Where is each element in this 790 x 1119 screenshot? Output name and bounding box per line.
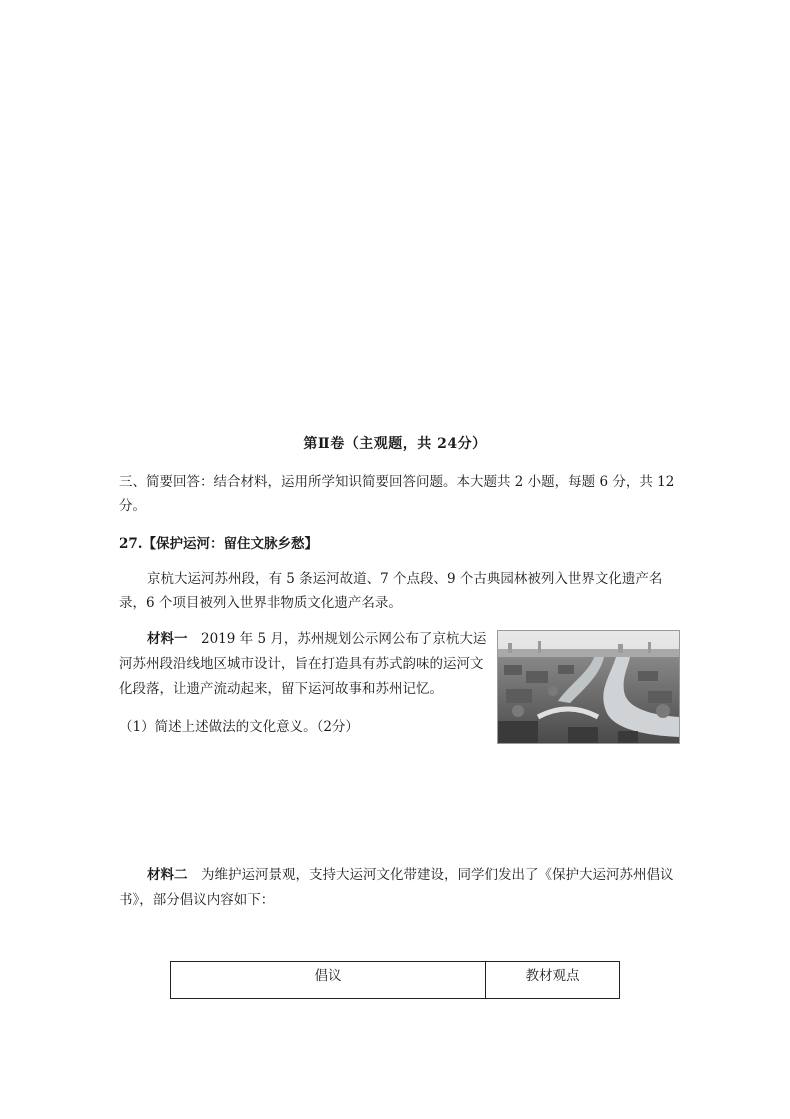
proposal-table bbox=[170, 961, 620, 999]
material-two-label: 材料二 bbox=[147, 867, 188, 883]
question-header: 27.【保护运河：留住文脉乡愁】 bbox=[119, 536, 318, 552]
material-one-paragraph bbox=[119, 627, 491, 702]
sub-question-1: （1）简述上述做法的文化意义。（2分） bbox=[119, 719, 359, 735]
context-paragraph: 京杭大运河苏州段，有 5 条运河故道、7 个点段、9 个古典园林被列入世界文化遗产名录，6 个项目被列入世界非物质文化遗产名录。 bbox=[119, 571, 663, 611]
material-two-paragraph bbox=[119, 863, 679, 913]
material-one-label: 材料一 bbox=[147, 631, 188, 647]
material-one-text: 2019 年 5 月，苏州规划公示网公布了京杭大运河苏州段沿线地区城市设计，旨在打造具有苏式韵味的运河文化段落，让遗产流动起来，留下运河故事和苏州记忆。 bbox=[119, 631, 487, 697]
canal-aerial-photo bbox=[497, 630, 680, 744]
material-two-text: 为维护运河景观，支持大运河文化带建设，同学们发出了《保护大运河苏州倡议书》，部分倡议内容如下： bbox=[119, 867, 674, 908]
table-header-row bbox=[171, 962, 620, 999]
table-header-textbook-view: 教材观点 bbox=[486, 962, 620, 999]
table-header-proposal: 倡议 bbox=[171, 962, 486, 999]
section-title: 第Ⅱ卷（主观题，共 24分） bbox=[303, 436, 487, 452]
instructions-paragraph: 三、简要回答：结合材料，运用所学知识简要回答问题。本大题共 2 小题，每题 6 分，共 12分。 bbox=[119, 474, 675, 514]
